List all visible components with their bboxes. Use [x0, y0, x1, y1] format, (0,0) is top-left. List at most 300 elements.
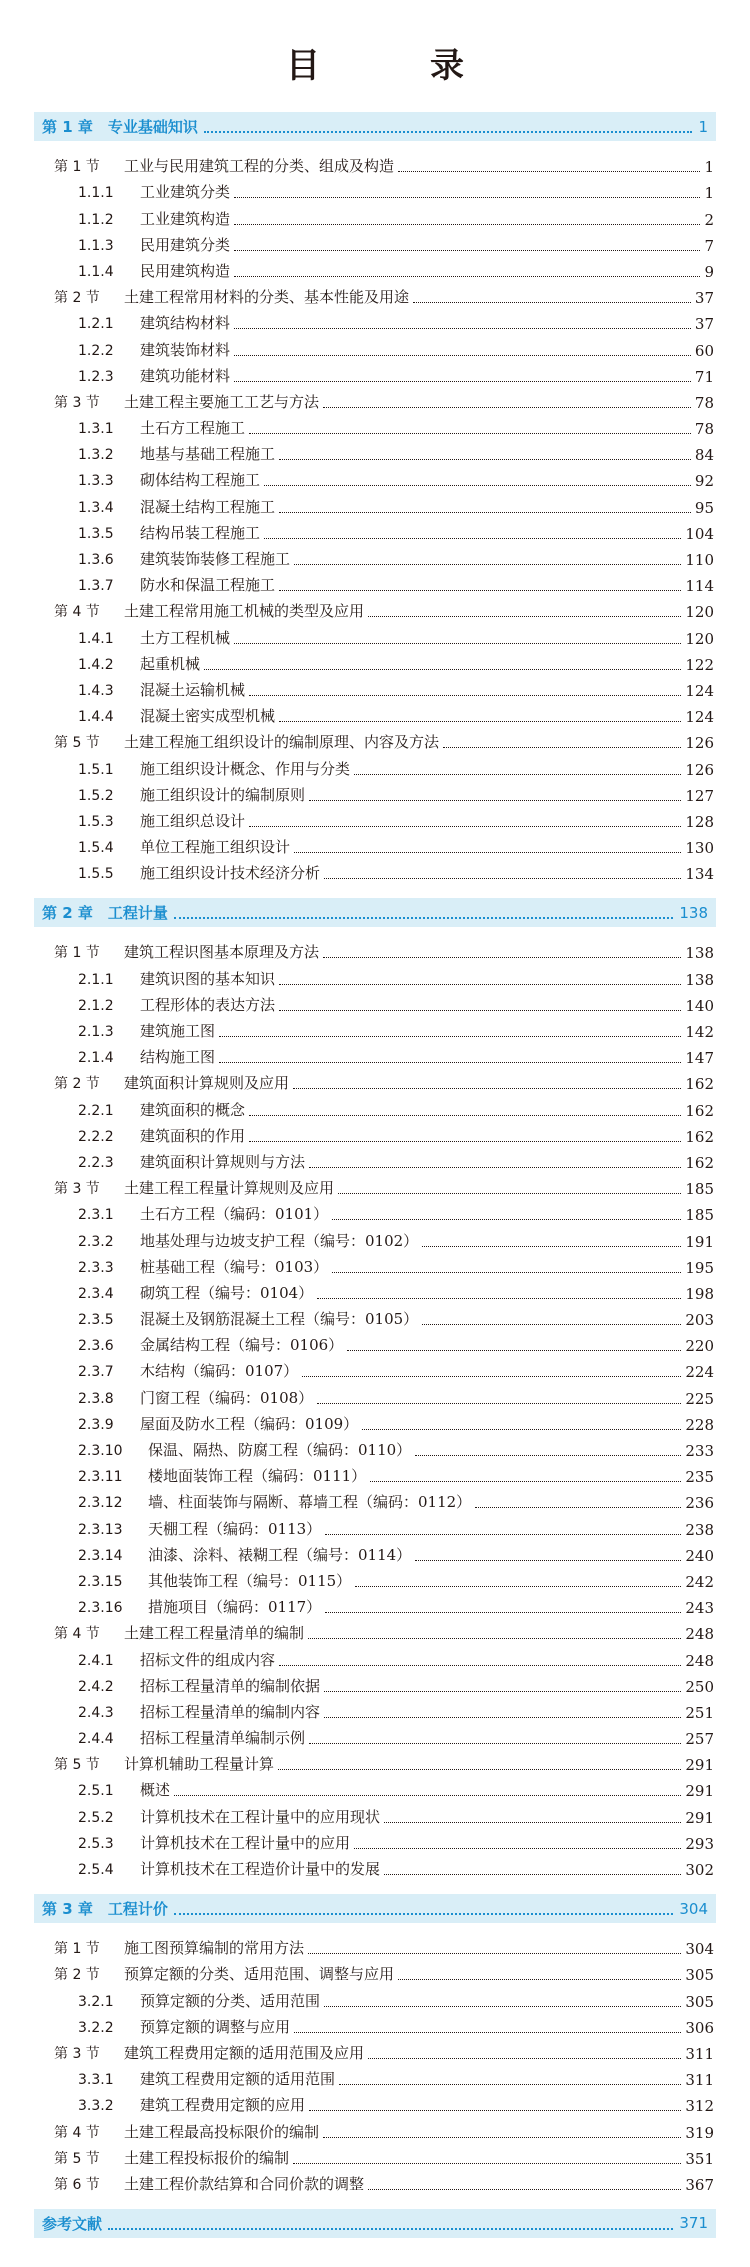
entry-label: [78, 680, 245, 701]
entry-number: 2.5.4: [78, 1862, 114, 1878]
entry-title: 屋面及防水工程（编码：0109）: [140, 1414, 359, 1433]
toc-section-entry[interactable]: [36, 1933, 714, 1959]
entry-label: [78, 549, 290, 570]
page-number: 251: [685, 1703, 714, 1722]
entry-number: 第 4 节: [54, 2124, 100, 2141]
entry-title: 结构吊装工程施工: [140, 523, 261, 542]
entry-label: [78, 1545, 411, 1566]
leader-dots: [324, 2006, 681, 2007]
toc-section-entry[interactable]: [36, 596, 714, 622]
entry-number: 2.4.2: [78, 1678, 114, 1695]
toc-subsection-entry[interactable]: [36, 203, 714, 229]
entry-title: 招标工程量清单编制示例: [140, 1729, 306, 1748]
page-number: 130: [685, 839, 714, 858]
entry-label: [78, 785, 305, 806]
entry-label: [78, 1100, 245, 1121]
entry-label: [54, 1964, 394, 1985]
entry-number: 2.1.4: [78, 1050, 114, 1067]
leader-dots: [398, 1979, 681, 1980]
page-number: 243: [685, 1599, 714, 1618]
toc-subsection-entry[interactable]: [36, 1671, 714, 1697]
toc-section-entry[interactable]: [36, 387, 714, 413]
leader-dots: [204, 669, 681, 670]
entry-title: 土石方工程（编码：0101）: [140, 1205, 329, 1224]
toc-section-entry[interactable]: [36, 1749, 714, 1775]
entry-number: 第 5 节: [54, 735, 100, 752]
toc-subsection-entry[interactable]: [36, 1854, 714, 1880]
toc-subsection-entry[interactable]: [36, 1644, 714, 1670]
entry-number: 2.3.12: [78, 1495, 123, 1512]
page-number: 1: [704, 184, 714, 203]
entry-label: [78, 969, 275, 990]
entry-label: [54, 2122, 319, 2143]
toc-subsection-entry[interactable]: [36, 570, 714, 596]
toc-subsection-entry[interactable]: [36, 1042, 714, 1068]
entry-label: [54, 1073, 289, 1094]
leader-dots: [443, 747, 681, 748]
entry-title: 天棚工程（编码：0113）: [148, 1519, 322, 1538]
entry-title: 计算机辅助工程量计算: [124, 1755, 275, 1774]
page-number: 142: [685, 1023, 714, 1041]
leader-dots: [279, 721, 681, 722]
toc-subsection-entry[interactable]: [36, 439, 714, 465]
page-number: 198: [685, 1284, 714, 1303]
entry-title: 建筑面积计算规则及应用: [124, 1074, 290, 1093]
page-number: 240: [685, 1546, 714, 1565]
toc-section-entry[interactable]: [36, 2169, 714, 2195]
entry-number: 3.2.1: [78, 1993, 114, 2010]
leader-dots: [249, 826, 681, 827]
page-number: 162: [685, 1075, 714, 1094]
entry-number: 2.3.7: [78, 1364, 114, 1381]
leader-dots: [278, 1769, 681, 1770]
leader-dots: [317, 1403, 681, 1404]
entry-label: [78, 2069, 335, 2090]
chapter-2-heading[interactable]: [34, 898, 716, 927]
entry-number: 第 3 节: [54, 1181, 100, 1198]
entry-number: 1.5.3: [78, 813, 114, 830]
toc-subsection-entry[interactable]: [36, 1016, 714, 1042]
entry-title: 计算机技术在工程计量中的应用现状: [140, 1807, 381, 1826]
page-number: 110: [685, 551, 714, 569]
toc-subsection-entry[interactable]: [36, 2064, 714, 2090]
entry-title: 施工组织总设计: [140, 811, 246, 830]
toc-subsection-entry[interactable]: [36, 780, 714, 806]
entry-number: 1.5.5: [78, 866, 114, 883]
toc-subsection-entry[interactable]: [36, 413, 714, 439]
entry-title: 民用建筑构造: [140, 261, 231, 280]
entry-title: 土建工程施工组织设计的编制原理、内容及方法: [124, 733, 440, 752]
page-number: 124: [685, 681, 714, 700]
page-number: 127: [685, 786, 714, 805]
entry-title: 地基与基础工程施工: [140, 445, 276, 464]
entry-title: 施工图预算编制的常用方法: [124, 1939, 305, 1958]
toc-subsection-entry[interactable]: [36, 308, 714, 334]
entry-number: 2.3.16: [78, 1600, 123, 1617]
entry-number: 1.4.2: [78, 656, 114, 673]
entry-title: 民用建筑分类: [140, 235, 231, 254]
page-number: 203: [685, 1311, 714, 1330]
leader-dots: [325, 1612, 681, 1613]
entry-label: [78, 1440, 411, 1461]
entry-label: [54, 942, 319, 963]
entry-title: 概述: [140, 1781, 171, 1800]
entry-number: 2.1.3: [78, 1024, 114, 1040]
toc-subsection-entry[interactable]: [36, 858, 714, 884]
page-number: 304: [679, 1899, 708, 1918]
entry-label: [78, 1597, 321, 1618]
entry-label: [78, 1126, 245, 1147]
toc-subsection-entry[interactable]: [36, 701, 714, 727]
toc-subsection-entry[interactable]: [36, 1278, 714, 1304]
toc-subsection-entry[interactable]: [36, 1461, 714, 1487]
toc-subsection-entry[interactable]: [36, 649, 714, 675]
entry-number: 2.4.3: [78, 1704, 114, 1721]
entry-title: 建筑施工图: [140, 1022, 216, 1040]
leader-dots: [174, 906, 673, 919]
entry-label: [78, 811, 245, 832]
page-number: 367: [685, 2175, 714, 2194]
entry-number: 1.2.2: [78, 342, 114, 359]
entry-label: [78, 366, 230, 387]
page-number: 162: [685, 1101, 714, 1120]
leader-dots: [324, 1717, 681, 1718]
entry-number: 2.3.9: [78, 1416, 114, 1433]
leader-dots: [234, 643, 681, 644]
leader-dots: [332, 1272, 681, 1273]
toc-subsection-entry[interactable]: [36, 1121, 714, 1147]
toc-subsection-entry[interactable]: [36, 1382, 714, 1408]
entry-title: 混凝土运输机械: [140, 680, 246, 699]
toc-subsection-entry[interactable]: [36, 1513, 714, 1539]
page-number: 311: [685, 2071, 714, 2090]
entry-label: [78, 1991, 320, 2012]
entry-number: 2.3.14: [78, 1547, 123, 1564]
leader-dots: [347, 1350, 681, 1351]
entry-number: 1.3.4: [78, 499, 114, 516]
page-number: 248: [685, 1625, 714, 1644]
leader-dots: [415, 1560, 681, 1561]
entry-title: 工程形体的表达方法: [140, 995, 276, 1014]
toc-subsection-entry[interactable]: [36, 753, 714, 779]
entry-number: 第 5 节: [54, 2150, 100, 2167]
page-number: 319: [685, 2123, 714, 2142]
entry-label: [78, 1859, 380, 1880]
entry-title: 施工组织设计的编制原则: [140, 785, 306, 804]
entry-number: 2.3.11: [78, 1469, 123, 1486]
entry-label: [78, 313, 230, 334]
entry-label: [78, 628, 230, 649]
entry-number: 2.4.1: [78, 1652, 114, 1669]
entry-title: 土建工程投标报价的编制: [124, 2148, 290, 2167]
toc-subsection-entry[interactable]: [36, 1252, 714, 1278]
leader-dots: [234, 197, 700, 198]
entry-label: [54, 1178, 334, 1199]
toc-subsection-entry[interactable]: [36, 1592, 714, 1618]
entry-title: 混凝土及钢筋混凝土工程（编号：0105）: [140, 1310, 419, 1329]
leader-dots: [294, 2032, 681, 2033]
chapter-label: 参考文献: [42, 2214, 103, 2233]
leader-dots: [362, 1429, 681, 1430]
toc-section-entry[interactable]: [36, 2143, 714, 2169]
leader-dots: [174, 1902, 673, 1915]
leader-dots: [279, 512, 691, 513]
entry-title: 计算机技术在工程计量中的应用: [140, 1833, 351, 1852]
entry-label: [78, 497, 275, 518]
entry-number: 第 4 节: [54, 604, 100, 621]
page-number: 9: [704, 262, 714, 281]
page-number: 2: [704, 210, 714, 229]
leader-dots: [264, 485, 691, 486]
toc-subsection-entry[interactable]: [36, 2012, 714, 2038]
entry-number: 1.3.3: [78, 473, 114, 490]
toc-subsection-entry[interactable]: [36, 990, 714, 1016]
entry-title: 混凝土结构工程施工: [140, 497, 276, 516]
page-number: 120: [685, 629, 714, 648]
leader-dots: [308, 1953, 681, 1954]
entry-label: [78, 470, 260, 491]
leader-dots: [309, 800, 681, 801]
toc-subsection-entry[interactable]: [36, 256, 714, 282]
toc-subsection-entry[interactable]: [36, 1775, 714, 1801]
entry-number: 第 1 节: [54, 159, 100, 176]
entry-title: 桩基础工程（编号：0103）: [140, 1257, 329, 1276]
toc-section-entry[interactable]: [36, 151, 714, 177]
toc-subsection-entry[interactable]: [36, 1356, 714, 1382]
leader-dots: [323, 957, 681, 958]
toc-subsection-entry[interactable]: [36, 1487, 714, 1513]
toc-subsection-entry[interactable]: [36, 832, 714, 858]
page-number: 162: [685, 1153, 714, 1172]
page-number: 126: [685, 734, 714, 753]
toc-section-entry[interactable]: [36, 1173, 714, 1199]
chapter-label: 第 2 章 工程计量: [42, 904, 168, 923]
toc-subsection-entry[interactable]: [36, 544, 714, 570]
entry-title: 建筑面积计算规则与方法: [140, 1152, 306, 1171]
entry-label: [78, 1047, 215, 1068]
entry-label: [78, 444, 275, 465]
entry-title: 土石方工程施工: [140, 419, 246, 438]
entry-title: 招标工程量清单的编制内容: [140, 1702, 321, 1721]
entry-number: 第 5 节: [54, 1757, 100, 1774]
leader-dots: [108, 2217, 673, 2230]
entry-label: [54, 732, 439, 753]
entry-number: 2.3.10: [78, 1443, 123, 1459]
leader-dots: [475, 1507, 681, 1508]
entry-title: 其他装饰工程（编号：0115）: [148, 1571, 352, 1590]
toc-subsection-entry[interactable]: [36, 1723, 714, 1749]
entry-number: 3.2.2: [78, 2019, 114, 2036]
leader-dots: [338, 1193, 681, 1194]
entry-title: 建筑工程费用定额的应用: [140, 2096, 306, 2115]
toc-subsection-entry[interactable]: [36, 334, 714, 360]
chapter-3-heading[interactable]: [34, 1894, 716, 1923]
entry-label: [78, 1833, 350, 1854]
leader-dots: [398, 171, 700, 172]
chapter-label: 第 1 章 专业基础知识: [42, 118, 198, 136]
toc-subsection-entry[interactable]: [36, 1828, 714, 1854]
entry-title: 土建工程工程量清单的编制: [124, 1624, 305, 1643]
page-number: 224: [685, 1363, 714, 1382]
page-number: 78: [694, 420, 714, 439]
entry-number: 2.3.13: [78, 1521, 123, 1538]
toc-section-entry[interactable]: [36, 2116, 714, 2142]
entry-title: 土建工程工程量计算规则及应用: [124, 1179, 335, 1198]
entry-number: 第 2 节: [54, 1967, 100, 1984]
entry-number: 1.1.4: [78, 263, 114, 280]
toc-subsection-entry[interactable]: [36, 1147, 714, 1173]
entry-title: 预算定额的调整与应用: [140, 2017, 291, 2036]
entry-title: 土方工程机械: [140, 628, 231, 647]
entry-number: 2.3.2: [78, 1233, 114, 1250]
page-number: 114: [685, 577, 714, 596]
entry-label: [78, 261, 230, 282]
toc-subsection-entry[interactable]: [36, 361, 714, 387]
leader-dots: [279, 459, 691, 460]
entry-title: 混凝土密实成型机械: [140, 707, 276, 726]
entry-number: 2.4.4: [78, 1731, 114, 1748]
page-number: 242: [685, 1572, 714, 1591]
page-number: 78: [694, 393, 714, 412]
leader-dots: [384, 1822, 681, 1823]
toc-subsection-entry[interactable]: [36, 1435, 714, 1461]
page-number: 104: [685, 524, 714, 543]
toc-section-entry[interactable]: [36, 937, 714, 963]
page-number: 1: [698, 117, 708, 136]
page-number: 126: [685, 760, 714, 779]
toc-subsection-entry[interactable]: [36, 622, 714, 648]
entry-title: 建筑识图的基本知识: [140, 969, 276, 988]
page-number: 195: [685, 1258, 714, 1277]
toc-section-entry[interactable]: [36, 1959, 714, 1985]
entry-number: 1.2.1: [78, 316, 114, 333]
page-number: 257: [685, 1730, 714, 1749]
entry-title: 金属结构工程（编号：0106）: [140, 1336, 344, 1355]
leader-dots: [308, 1638, 681, 1639]
toc-subsection-entry[interactable]: [36, 1566, 714, 1592]
toc-section-entry[interactable]: [36, 1618, 714, 1644]
leader-dots: [293, 1088, 681, 1089]
entry-title: 建筑工程识图基本原理及方法: [124, 943, 320, 962]
toc-subsection-entry[interactable]: [36, 1225, 714, 1251]
page-number: 95: [694, 498, 714, 517]
page-number: 128: [685, 812, 714, 831]
page-number: 60: [694, 341, 714, 360]
toc-subsection-entry[interactable]: [36, 465, 714, 491]
entry-label: [78, 837, 290, 858]
leader-dots: [294, 564, 681, 565]
toc-subsection-entry[interactable]: [36, 230, 714, 256]
entry-label: [78, 1780, 170, 1801]
toc-subsection-entry[interactable]: [36, 1540, 714, 1566]
page-number: 304: [685, 1940, 714, 1959]
entry-title: 工业建筑分类: [140, 183, 231, 202]
toc-subsection-entry[interactable]: [36, 1985, 714, 2011]
entry-label: [78, 1728, 305, 1749]
entry-number: 2.3.8: [78, 1390, 114, 1407]
entry-title: 土建工程最高投标限价的编制: [124, 2122, 320, 2141]
toc-subsection-entry[interactable]: [36, 491, 714, 517]
leader-dots: [339, 2084, 681, 2085]
entry-label: [54, 2043, 364, 2064]
toc-subsection-entry[interactable]: [36, 963, 714, 989]
entry-title: 结构施工图: [140, 1048, 216, 1067]
entry-number: 第 1 节: [54, 1941, 100, 1958]
entry-label: [78, 418, 245, 439]
entry-title: 油漆、涂料、裱糊工程（编号：0114）: [148, 1545, 412, 1564]
leader-dots: [234, 276, 700, 277]
entry-label: [78, 1571, 351, 1592]
entry-number: 1.3.5: [78, 525, 114, 542]
toc-section-entry[interactable]: [36, 727, 714, 753]
entry-label: [78, 1466, 366, 1487]
entry-label: [78, 863, 320, 884]
chapter-1-heading[interactable]: [34, 112, 716, 141]
entry-title: 门窗工程（编码：0108）: [140, 1388, 314, 1407]
toc-subsection-entry[interactable]: [36, 1330, 714, 1356]
page-number: 138: [685, 944, 714, 963]
page-number: 311: [685, 2044, 714, 2063]
entry-title: 建筑工程费用定额的适用范围及应用: [124, 2043, 365, 2062]
entry-number: 2.5.3: [78, 1835, 114, 1852]
entry-label: [78, 523, 260, 544]
toc-section-entry[interactable]: [36, 1068, 714, 1094]
leader-dots: [323, 2137, 681, 2138]
leader-dots: [234, 328, 691, 329]
entry-number: 1.2.3: [78, 368, 114, 385]
entry-label: [78, 1702, 320, 1723]
entry-title: 土建工程主要施工工艺与方法: [124, 392, 320, 411]
toc-subsection-entry[interactable]: [36, 518, 714, 544]
chapter-3-entries: [36, 1933, 714, 2195]
toc-subsection-entry[interactable]: [36, 1801, 714, 1827]
entry-label: [54, 601, 364, 622]
entry-title: 建筑结构材料: [140, 314, 231, 333]
chapter-2-entries: [36, 937, 714, 1880]
toc-subsection-entry[interactable]: [36, 177, 714, 203]
leader-dots: [368, 2058, 681, 2059]
toc-subsection-entry[interactable]: [36, 1304, 714, 1330]
leader-dots: [249, 433, 691, 434]
toc-section-entry[interactable]: [36, 2038, 714, 2064]
entry-label: [78, 1204, 328, 1225]
toc-subsection-entry[interactable]: [36, 1199, 714, 1225]
entry-title: 砌体结构工程施工: [140, 471, 261, 490]
toc-section-entry[interactable]: [36, 282, 714, 308]
leader-dots: [204, 120, 693, 133]
entry-number: 1.5.1: [78, 761, 114, 778]
page-number: 162: [685, 1127, 714, 1146]
toc-subsection-entry[interactable]: [36, 675, 714, 701]
toc-subsection-entry[interactable]: [36, 1409, 714, 1435]
toc-subsection-entry[interactable]: [36, 1697, 714, 1723]
entry-label: [54, 392, 319, 413]
entry-title: 木结构（编码：0107）: [140, 1362, 299, 1381]
page-number: 71: [694, 367, 714, 386]
entry-title: 建筑面积的概念: [140, 1100, 246, 1119]
leader-dots: [174, 1795, 681, 1796]
toc-subsection-entry[interactable]: [36, 2090, 714, 2116]
toc-subsection-entry[interactable]: [36, 1094, 714, 1120]
leader-dots: [370, 1481, 681, 1482]
page-number: 371: [679, 2214, 708, 2233]
entry-label: [78, 209, 230, 230]
entry-label: [78, 654, 200, 675]
references-heading[interactable]: [34, 2209, 716, 2238]
entry-label: [54, 1754, 274, 1775]
entry-number: 第 1 节: [54, 945, 100, 962]
toc-subsection-entry[interactable]: [36, 806, 714, 832]
